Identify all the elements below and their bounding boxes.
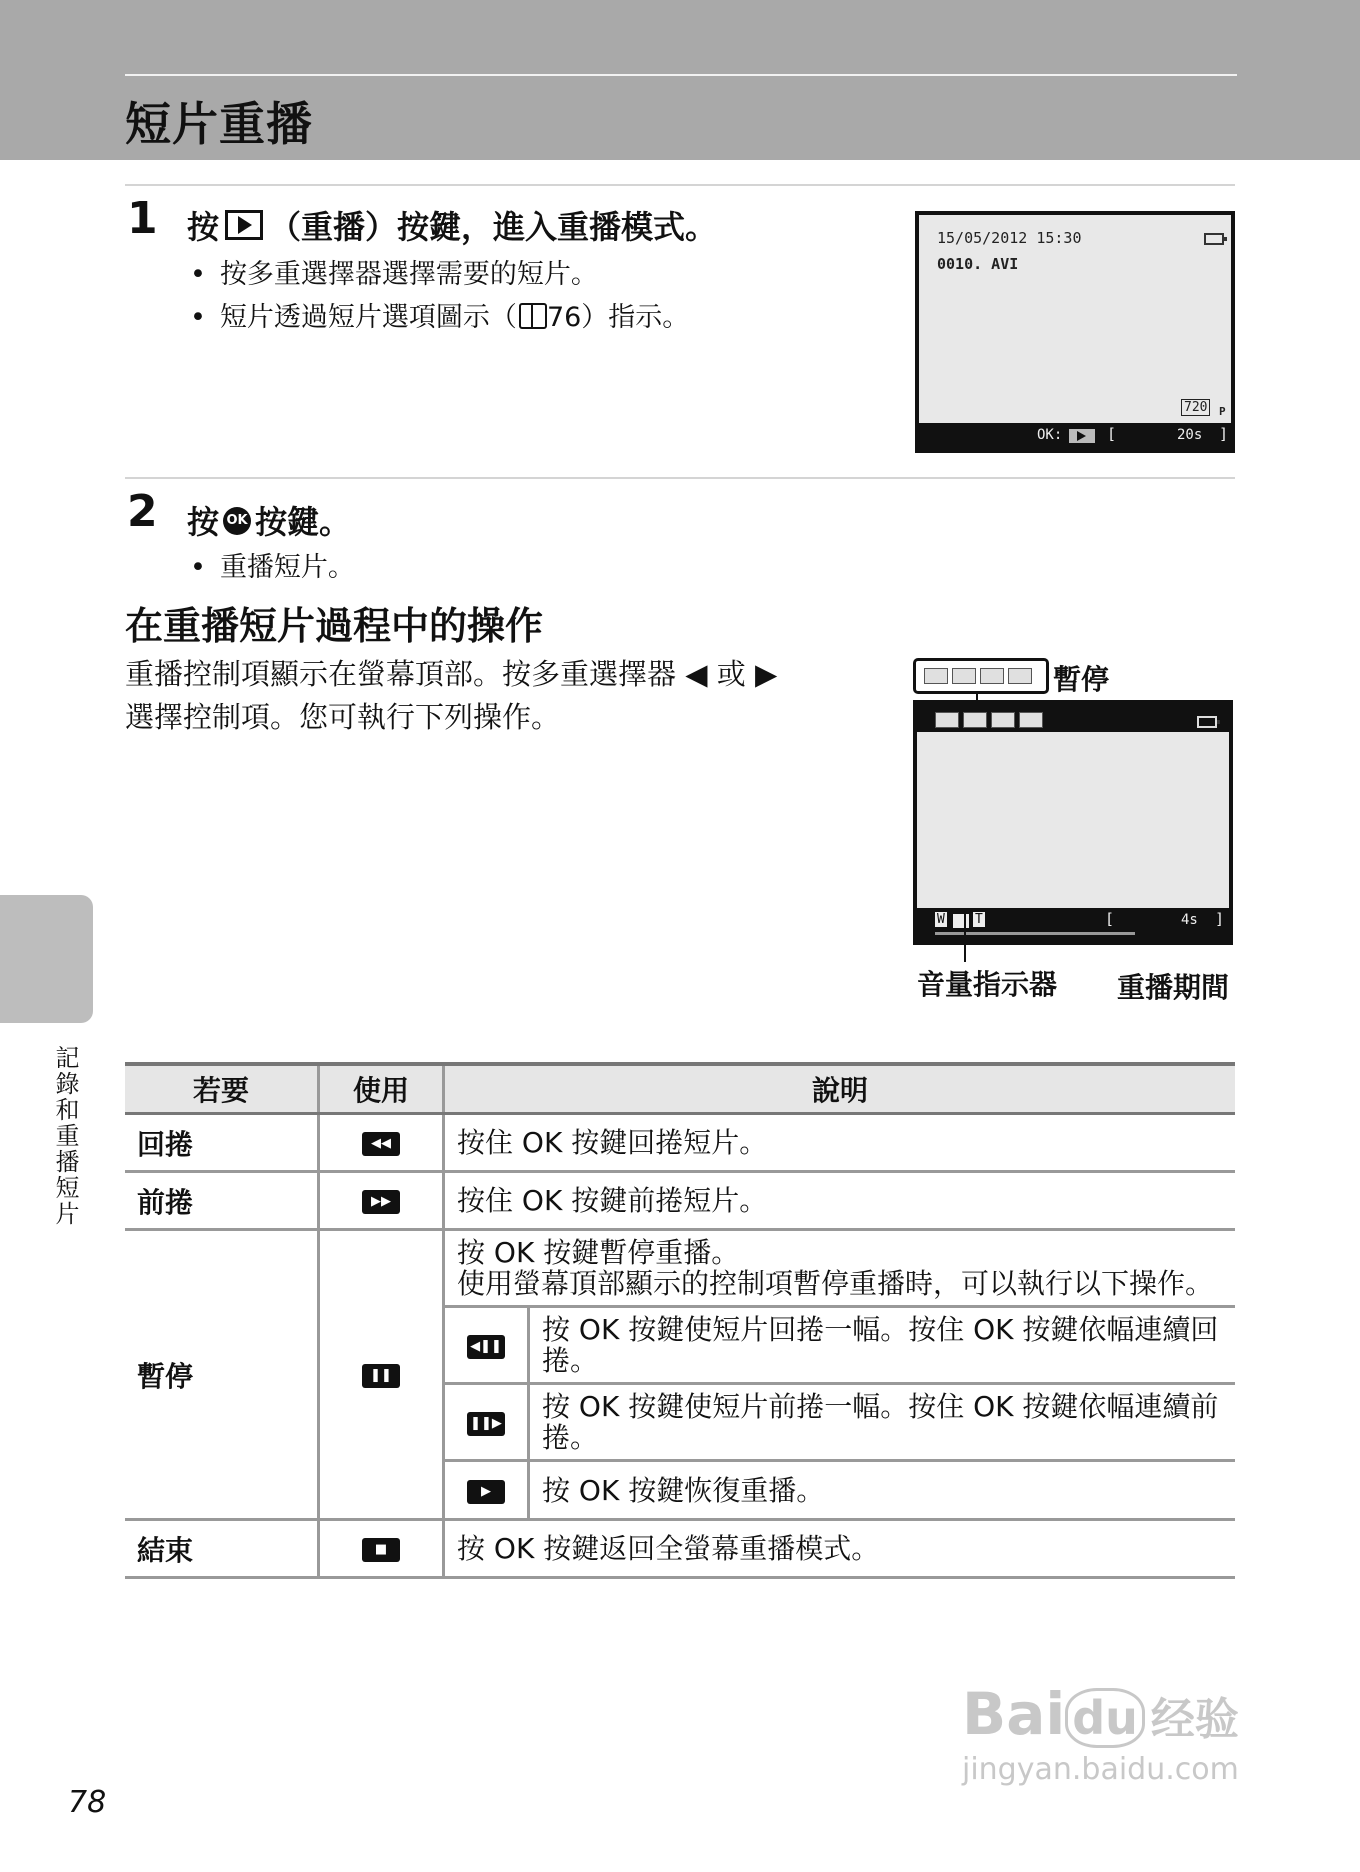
battery-icon — [1204, 233, 1224, 245]
camera-screen-controls — [913, 700, 1233, 945]
row-description: 按 OK 按鍵暫停重播。 使用螢幕頂部顯示的控制項暫停重播時，可以執行以下操作。 — [445, 1231, 1235, 1308]
header-divider — [125, 74, 1237, 76]
frame-forward-icon: ❚❚▶ — [467, 1412, 505, 1436]
zoom-wide-icon: W — [937, 912, 945, 927]
play-icon: ▶ — [467, 1480, 505, 1504]
zoom-tele-icon: T — [975, 912, 983, 927]
chapter-label: 記錄和重播短片 — [51, 1045, 79, 1227]
row-label: 前捲 — [125, 1172, 319, 1230]
column-header: 使用 — [319, 1064, 444, 1114]
list-item: • 短片透過短片選項圖示（ 76）指示。 — [190, 295, 689, 334]
datetime-readout: 15/05/2012 15:30 — [937, 229, 1082, 247]
stop-icon — [991, 712, 1015, 728]
bracket-glyph: [ — [1107, 425, 1117, 443]
play-icon — [952, 668, 976, 684]
frame-back-icon: ◀❚❚ — [467, 1335, 505, 1359]
bracket-glyph: ] — [1215, 910, 1225, 928]
step-number: 2 — [127, 486, 158, 537]
table-row — [125, 1230, 1235, 1520]
row-label: 回捲 — [125, 1114, 319, 1172]
battery-icon — [1197, 716, 1217, 728]
bracket-glyph: ] — [1219, 425, 1229, 443]
quality-icon: 720 — [1181, 399, 1210, 416]
table-row — [445, 1308, 1235, 1384]
fast-forward-icon — [1019, 712, 1043, 728]
page-title: 短片重播 — [125, 97, 313, 151]
table-row — [125, 1172, 1235, 1230]
quality-suffix: P — [1219, 405, 1226, 418]
operations-table — [125, 1062, 1235, 1579]
watermark: Bai du 经验 jingyan.baidu.com — [962, 1680, 1239, 1787]
frame-forward-icon — [1008, 668, 1032, 684]
pause-subtable — [445, 1308, 1235, 1518]
list-item: • 按多重選擇器選擇需要的短片。 — [190, 252, 598, 291]
table-row — [125, 1114, 1235, 1172]
ok-button-icon: OK — [223, 507, 251, 535]
screen-display — [919, 215, 1231, 423]
control-bar-callout — [913, 658, 1049, 694]
play-icon — [1069, 429, 1095, 443]
column-header: 說明 — [444, 1064, 1236, 1114]
ok-hint: OK: — [1037, 427, 1063, 443]
row-description: 按 OK 按鍵返回全螢幕重播模式。 — [444, 1520, 1236, 1578]
callout-leader — [964, 912, 966, 962]
list-item: • 重播短片。 — [190, 545, 355, 584]
play-button-icon — [225, 210, 263, 240]
book-reference-icon — [519, 303, 547, 329]
frame-back-icon — [924, 668, 948, 684]
divider — [125, 184, 1235, 186]
step-title: 按 （重播）按鍵，進入重播模式。 — [187, 208, 718, 246]
chapter-tab — [0, 895, 93, 1023]
fast-forward-icon: ▶▶ — [362, 1190, 400, 1214]
duration-label: 重播期間 — [1117, 971, 1230, 1004]
table-row — [445, 1461, 1235, 1519]
volume-indicator-label: 音量指示器 — [917, 968, 1058, 1001]
rewind-icon: ◀◀ — [362, 1132, 400, 1156]
filename-readout: 0010. AVI — [937, 255, 1019, 273]
body-text: 選擇控制項。您可執行下列操作。 — [125, 700, 561, 734]
camera-screen-playback — [915, 211, 1235, 453]
row-description: 按 OK 按鍵使短片回捲一幅。按住 OK 按鍵依幅連續回捲。 — [529, 1308, 1236, 1384]
table-row — [125, 1520, 1235, 1578]
row-label: 暫停 — [125, 1230, 319, 1520]
stop-icon — [980, 668, 1004, 684]
volume-icon — [953, 914, 969, 928]
step-title: 按 OK 按鍵。 — [187, 503, 352, 541]
pause-callout-label: 暫停 — [1053, 663, 1110, 696]
page-number: 78 — [68, 1785, 107, 1820]
section-heading: 在重播短片過程中的操作 — [125, 604, 544, 648]
duration-readout: 20s — [1177, 427, 1203, 443]
bracket-glyph: [ — [1105, 910, 1115, 928]
screen-display — [917, 732, 1229, 908]
divider — [125, 477, 1235, 479]
duration-readout: 4s — [1181, 912, 1198, 928]
row-description: 按 OK 按鍵使短片前捲一幅。按住 OK 按鍵依幅連續前捲。 — [529, 1384, 1236, 1461]
row-description: 按住 OK 按鍵回捲短片。 — [444, 1114, 1236, 1172]
stop-icon: ■ — [362, 1538, 400, 1562]
pause-icon: ❚❚ — [362, 1364, 400, 1388]
rewind-icon — [935, 712, 959, 728]
row-label: 結束 — [125, 1520, 319, 1578]
step-number: 1 — [127, 193, 158, 244]
row-description: 按住 OK 按鍵前捲短片。 — [444, 1172, 1236, 1230]
row-description: 按 OK 按鍵恢復重播。 — [542, 1473, 825, 1507]
body-text: 重播控制項顯示在螢幕頂部。按多重選擇器 ◀ 或 ▶ — [125, 657, 778, 691]
pause-icon — [963, 712, 987, 728]
column-header: 若要 — [125, 1064, 319, 1114]
table-row — [445, 1384, 1235, 1461]
